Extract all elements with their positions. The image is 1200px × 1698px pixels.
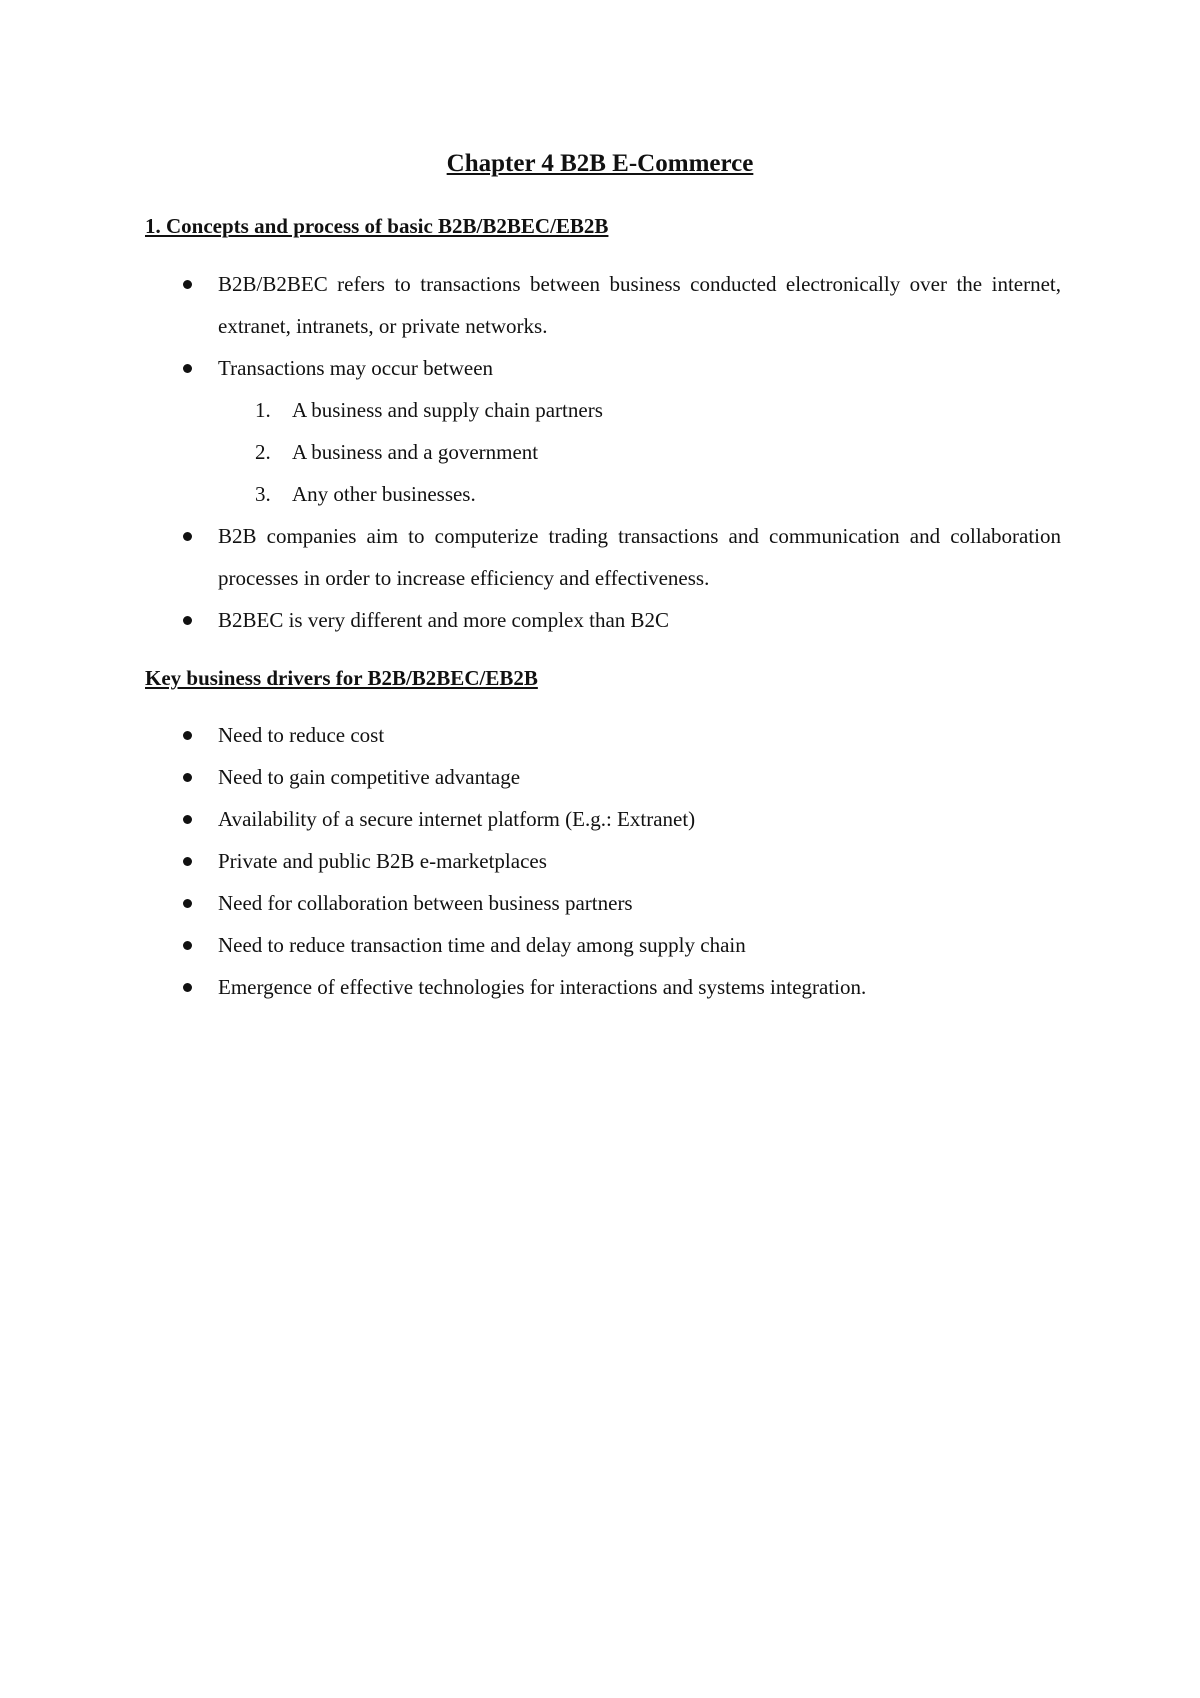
list-item xyxy=(0,840,1061,882)
list-item-text: Private and public B2B e-marketplaces xyxy=(218,849,547,873)
section-heading-concepts: 1. Concepts and process of basic B2B/B2BEC/EB2B xyxy=(145,214,609,238)
numbered-item xyxy=(0,473,1062,515)
numbered-item-text: A business and supply chain partners xyxy=(292,398,603,422)
item-number: 1. xyxy=(255,398,271,422)
list-item-text: Need to reduce cost xyxy=(218,723,385,747)
document-title: Chapter 4 B2B E-Commerce xyxy=(446,150,754,177)
item-number: 3. xyxy=(255,482,271,506)
list-item xyxy=(0,798,1061,840)
bullet-icon xyxy=(183,616,192,625)
item-number: 2. xyxy=(255,440,271,464)
bullet-icon xyxy=(183,899,192,908)
numbered-item-text: Any other businesses. xyxy=(292,482,476,506)
list-item xyxy=(0,347,1061,389)
list-item xyxy=(0,882,1061,924)
concepts-bullet-list xyxy=(0,263,1062,641)
list-item xyxy=(0,599,1061,641)
list-item-text: Need for collaboration between business partners xyxy=(218,891,633,915)
list-item-text: Availability of a secure internet platform (E.g.: Extranet) xyxy=(218,807,696,831)
list-item xyxy=(0,924,1061,966)
drivers-bullet-list xyxy=(0,714,1061,1008)
bullet-icon xyxy=(183,280,192,289)
section-heading-drivers: Key business drivers for B2B/B2BEC/EB2B xyxy=(145,666,538,690)
bullet-icon xyxy=(183,364,192,373)
list-item xyxy=(0,515,1061,599)
list-item-text: B2B companies aim to computerize trading transactions and communication and collaboration processes in order to increase efficiency and effectiveness. xyxy=(218,524,1061,590)
list-item xyxy=(0,966,1061,1008)
list-item-text: Transactions may occur between xyxy=(218,356,494,380)
bullet-icon xyxy=(183,941,192,950)
list-item-text: Need to reduce transaction time and delay among supply chain xyxy=(218,933,746,957)
list-item-text: B2B/B2BEC refers to transactions between business conducted electronically over the internet, extranet, intranets, or private networks. xyxy=(218,272,1061,338)
transaction-types-numbered-list xyxy=(0,389,1062,515)
list-item-text: Emergence of effective technologies for interactions and systems integration. xyxy=(218,975,867,999)
list-item xyxy=(0,756,1061,798)
bullet-icon xyxy=(183,857,192,866)
numbered-item xyxy=(0,431,1062,473)
list-item-text: B2BEC is very different and more complex than B2C xyxy=(218,608,670,632)
bullet-icon xyxy=(183,815,192,824)
bullet-icon xyxy=(183,532,192,541)
list-item-text: Need to gain competitive advantage xyxy=(218,765,521,789)
list-item xyxy=(0,263,1061,347)
numbered-item-text: A business and a government xyxy=(292,440,539,464)
bullet-icon xyxy=(183,731,192,740)
numbered-item xyxy=(0,389,1062,431)
bullet-icon xyxy=(183,983,192,992)
bullet-icon xyxy=(183,773,192,782)
list-item xyxy=(0,714,1061,756)
